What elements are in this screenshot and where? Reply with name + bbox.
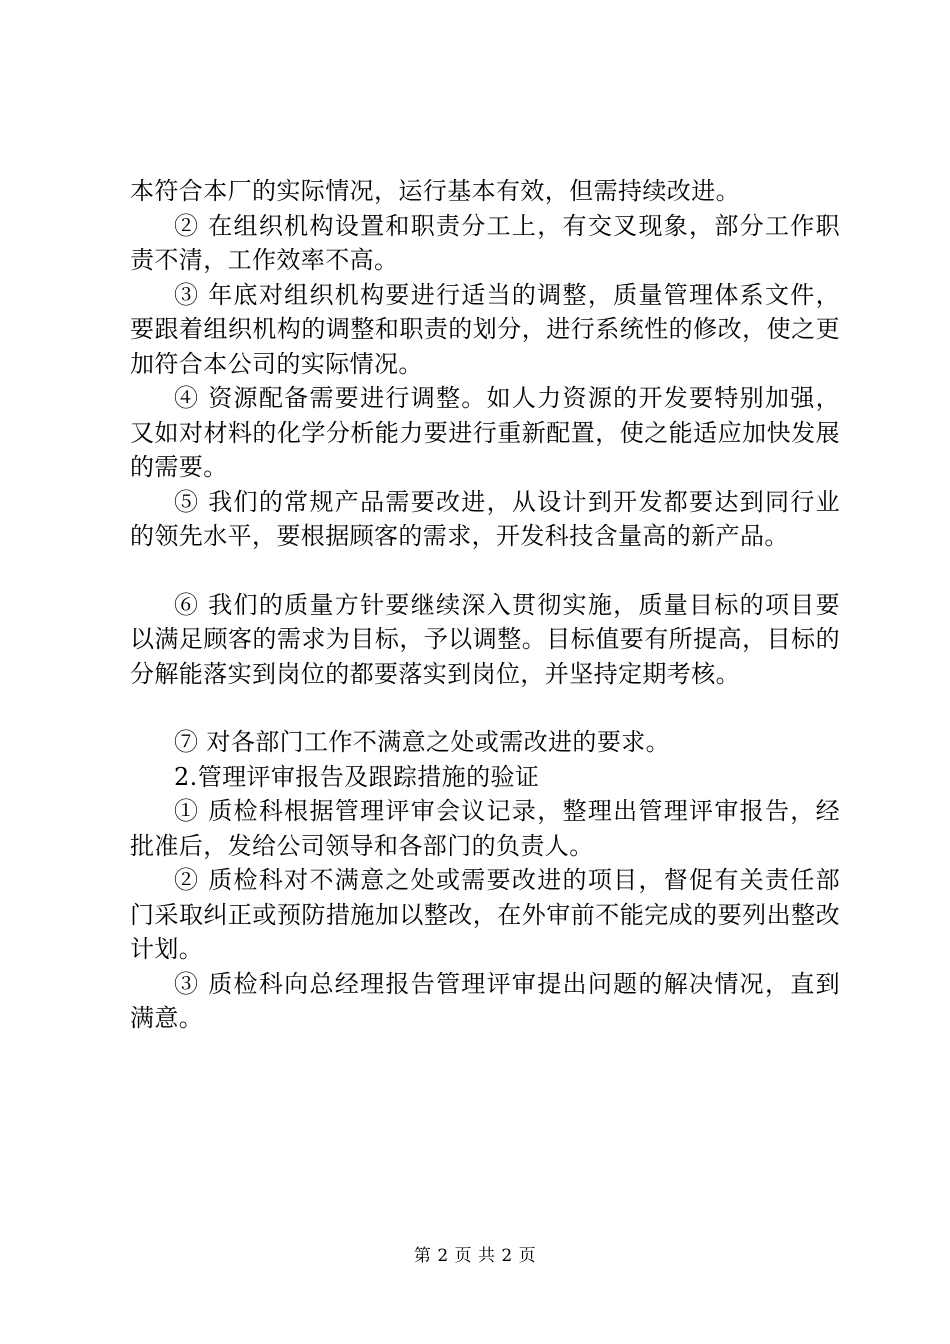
paragraph-6: ⑥ 我们的质量方针要继续深入贯彻实施，质量目标的项目要以满足顾客的需求为目标，予以调整。目标值要有所提高，目标的分解能落实到岗位的都要落实到岗位，并坚持定期考核。 [130, 590, 840, 688]
section-heading: 2.管理评审报告及跟踪措施的验证 [174, 762, 540, 791]
paragraph-1: 本符合本厂的实际情况，运行基本有效，但需持续改进。 [130, 177, 740, 205]
page-number-label: 第 2 页 共 2 页 [413, 1246, 537, 1266]
page-footer [0, 1245, 950, 1267]
paragraph-11: ③ 质检科向总经理报告管理评审提出问题的解决情况，直到满意。 [130, 969, 840, 1032]
paragraph-5: ⑤ 我们的常规产品需要改进，从设计到开发都要达到同行业的领先水平，要根据顾客的需求，开发科技含量高的新产品。 [130, 487, 840, 550]
paragraph-7: ⑦ 对各部门工作不满意之处或需改进的要求。 [174, 728, 671, 756]
paragraph-2: ② 在组织机构设置和职责分工上，有交叉现象，部分工作职责不清，工作效率不高。 [130, 211, 840, 274]
paragraph-4: ④ 资源配备需要进行调整。如人力资源的开发要特别加强，又如对材料的化学分析能力要进行重新配置，使之能适应加快发展的需要。 [130, 384, 840, 481]
paragraph-9: ① 质检科根据管理评审会议记录，整理出管理评审报告，经批准后，发给公司领导和各部门的负责人。 [130, 797, 840, 860]
paragraph-3: ③ 年底对组织机构要进行适当的调整，质量管理体系文件，要跟着组织机构的调整和职责的划分，进行系统性的修改，使之更加符合本公司的实际情况。 [130, 280, 840, 378]
paragraph-10: ② 质检科对不满意之处或需要改进的项目，督促有关责任部门采取纠正或预防措施加以整改，在外审前不能完成的要列出整改计划。 [130, 866, 840, 963]
document-body [130, 174, 840, 1036]
